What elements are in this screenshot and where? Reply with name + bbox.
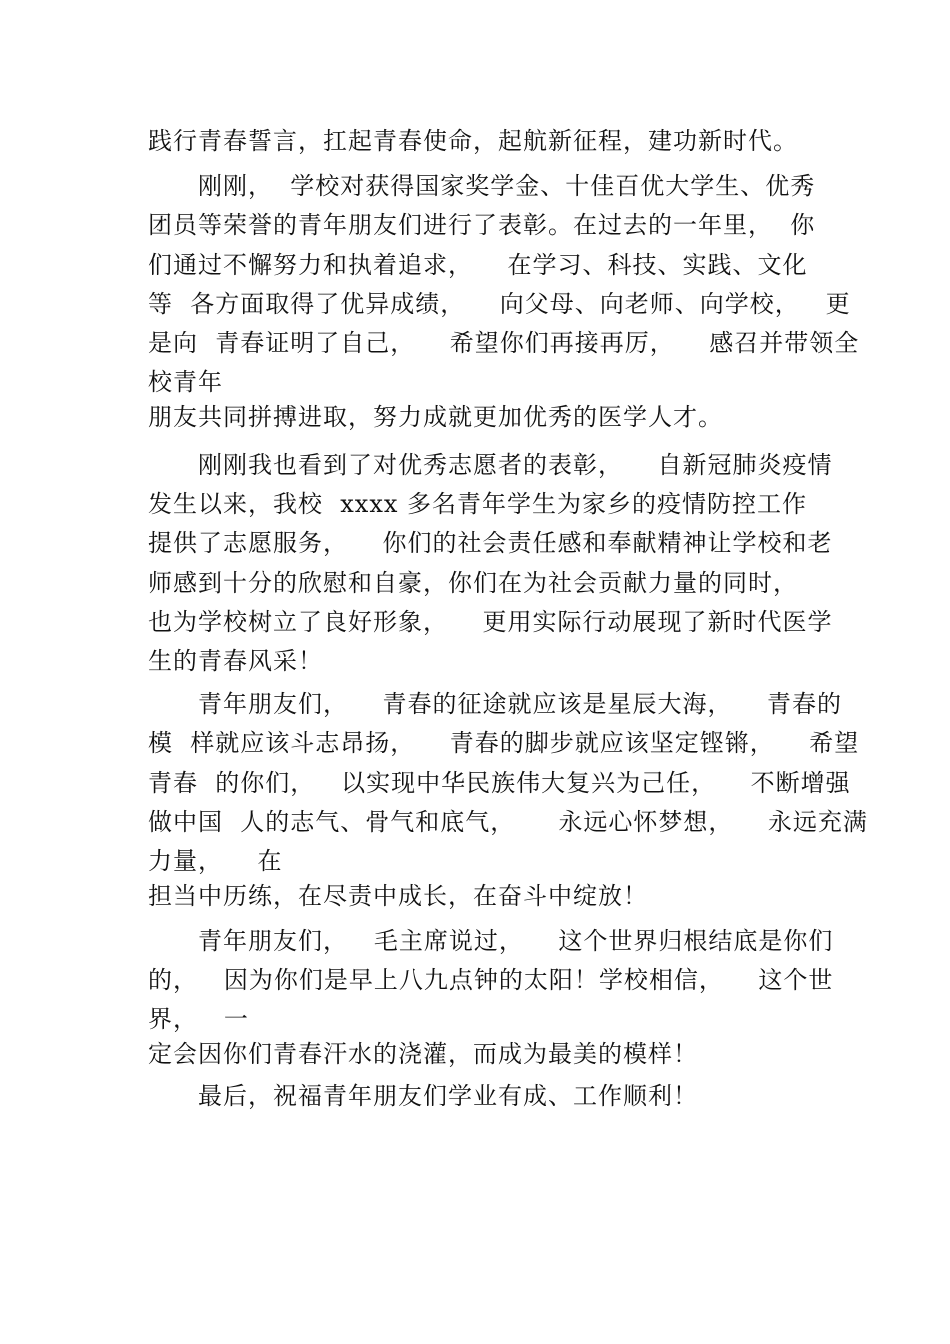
text-line: 担当中历练，在尽责中成长，在奋斗中绽放！ — [148, 882, 648, 910]
text-line: 等 各方面取得了优异成绩， 向父母、向老师、向学校， 更 — [148, 290, 851, 318]
paragraph-first-line: 刚刚我也看到了对优秀志愿者的表彰， 自新冠肺炎疫情 — [198, 451, 833, 479]
text-line: 们通过不懈努力和执着追求， 在学习、科技、实践、文化 — [148, 251, 808, 279]
text-line: 模 样就应该斗志昂扬， 青春的脚步就应该坚定铿锵， 希望 — [148, 729, 860, 757]
paragraph-first-line: 青年朋友们， 青春的征途就应该是星辰大海， 青春的 — [198, 690, 843, 718]
text-line: 青春 的你们， 以实现中华民族伟大复兴为己任， 不断增强 — [148, 769, 851, 797]
text-line: 提供了志愿服务， 你们的社会责任感和奉献精神让学校和老 — [148, 529, 833, 557]
text-line: 师感到十分的欣慰和自豪，你们在为社会贡献力量的同时， — [148, 569, 798, 597]
text-line: 界， 一 — [148, 1005, 249, 1033]
text-line: 是向 青春证明了自己， 希望你们再接再厉， 感召并带领全 — [148, 329, 860, 357]
text-line: 的， 因为你们是早上八九点钟的太阳！学校相信， 这个世 — [148, 966, 834, 994]
text-line: 做中国 人的志气、骨气和底气， 永远心怀梦想， 永远充满 — [148, 808, 868, 836]
text-line: 校青年 — [148, 368, 223, 396]
text-line: 发生以来，我校 xxxx 多名青年学生为家乡的疫情防控工作 — [148, 490, 808, 518]
text-line: 力量， 在 — [148, 847, 283, 875]
paragraph-first-line: 最后，祝福青年朋友们学业有成、工作顺利！ — [198, 1082, 698, 1110]
text-line: 践行青春誓言，扛起青春使命，起航新征程，建功新时代。 — [148, 127, 798, 155]
paragraph-first-line: 青年朋友们， 毛主席说过， 这个世界归根结底是你们 — [198, 927, 834, 955]
text-line: 生的青春风采！ — [148, 647, 323, 675]
text-line: 也为学校树立了良好形象， 更用实际行动展现了新时代医学 — [148, 608, 833, 636]
paragraph-first-line: 刚刚， 学校对获得国家奖学金、十佳百优大学生、优秀 — [198, 172, 816, 200]
text-line: 朋友共同拼搏进取，努力成就更加优秀的医学人才。 — [148, 403, 723, 431]
text-line: 定会因你们青春汗水的浇灌，而成为最美的模样！ — [148, 1040, 698, 1068]
text-line: 团员等荣誉的青年朋友们进行了表彰。在过去的一年里， 你 — [148, 211, 816, 239]
